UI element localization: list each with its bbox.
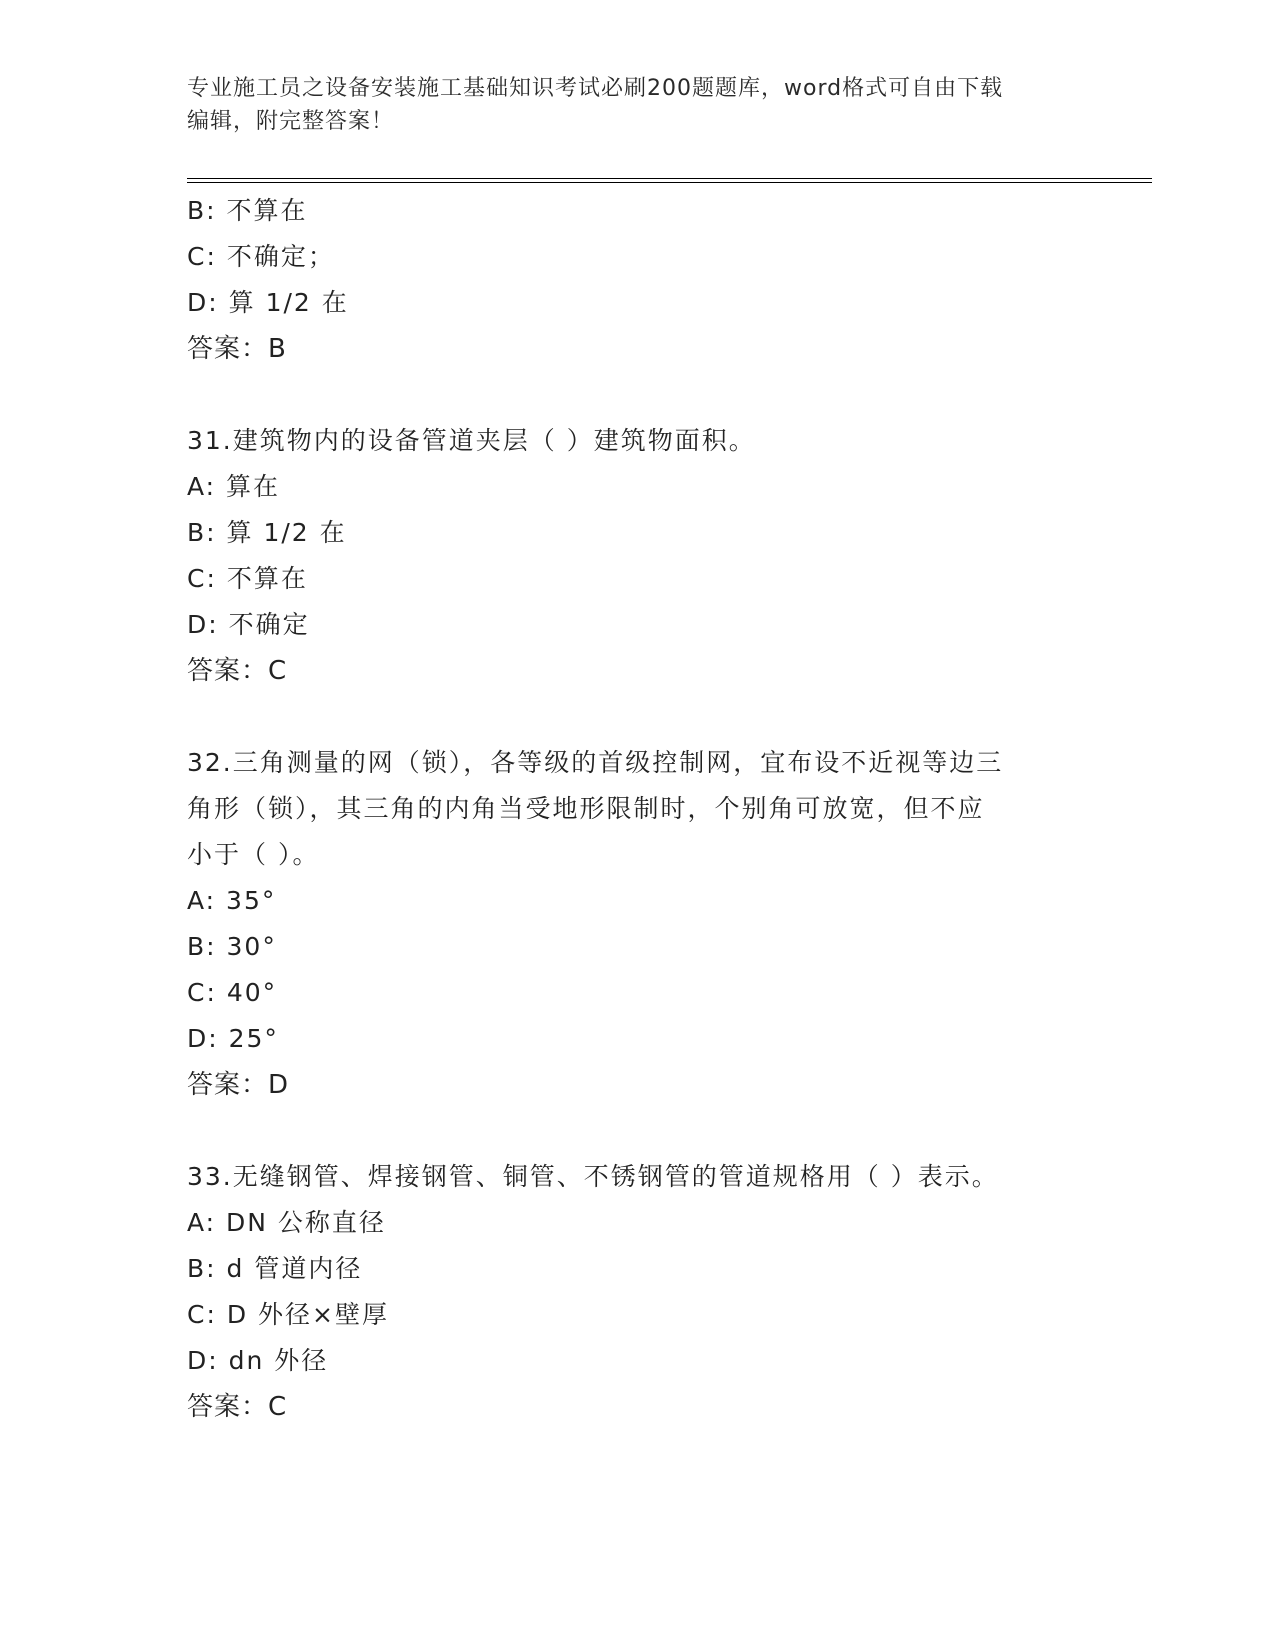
option-a: A: 35° [187, 886, 277, 915]
option-c: C: 不算在 [187, 564, 308, 593]
option-d: D: 不确定 [187, 610, 310, 639]
option-d: D: dn 外径 [187, 1346, 329, 1375]
option-a: A: 算在 [187, 472, 281, 501]
question-block-31 [187, 418, 1087, 694]
question-stem: 33.无缝钢管、焊接钢管、铜管、不锈钢管的管道规格用（ ）表示。 [187, 1162, 999, 1191]
answer-label: 答案：B [187, 334, 287, 364]
option-b: B: d 管道内径 [187, 1254, 363, 1283]
option-c: C: D 外径×壁厚 [187, 1300, 389, 1329]
question-block-30 [187, 188, 1087, 372]
option-b: B: 30° [187, 932, 277, 961]
question-stem: 31.建筑物内的设备管道夹层（ ）建筑物面积。 [187, 426, 756, 455]
header-title-line-1: 专业施工员之设备安装施工基础知识考试必刷200题题库，word格式可自由下载 [187, 76, 1004, 101]
option-b: B: 不算在 [187, 196, 308, 225]
answer-label: 答案：D [187, 1070, 290, 1100]
option-a: A: DN 公称直径 [187, 1208, 386, 1237]
spacer [187, 1108, 1087, 1154]
document-body [187, 188, 1087, 1430]
header-title-line-2: 编辑，附完整答案！ [187, 109, 395, 134]
answer-label: 答案：C [187, 1392, 288, 1422]
answer-label: 答案：C [187, 656, 288, 686]
header-divider [187, 178, 1152, 183]
question-block-33 [187, 1154, 1087, 1430]
option-c: C: 40° [187, 978, 278, 1007]
question-stem-line-2: 角形（锁），其三角的内角当受地形限制时，个别角可放宽，但不应 [187, 794, 985, 823]
question-stem-line-3: 小于（ ）。 [187, 840, 320, 869]
option-d: D: 25° [187, 1024, 279, 1053]
document-header [187, 72, 1067, 138]
option-c: C: 不确定； [187, 242, 335, 271]
question-stem-line-1: 32.三角测量的网（锁），各等级的首级控制网，宜布设不近视等边三 [187, 748, 1004, 777]
option-d: D: 算 1/2 在 [187, 288, 349, 317]
option-b: B: 算 1/2 在 [187, 518, 347, 547]
question-block-32 [187, 740, 1087, 1108]
spacer [187, 372, 1087, 418]
spacer [187, 694, 1087, 740]
